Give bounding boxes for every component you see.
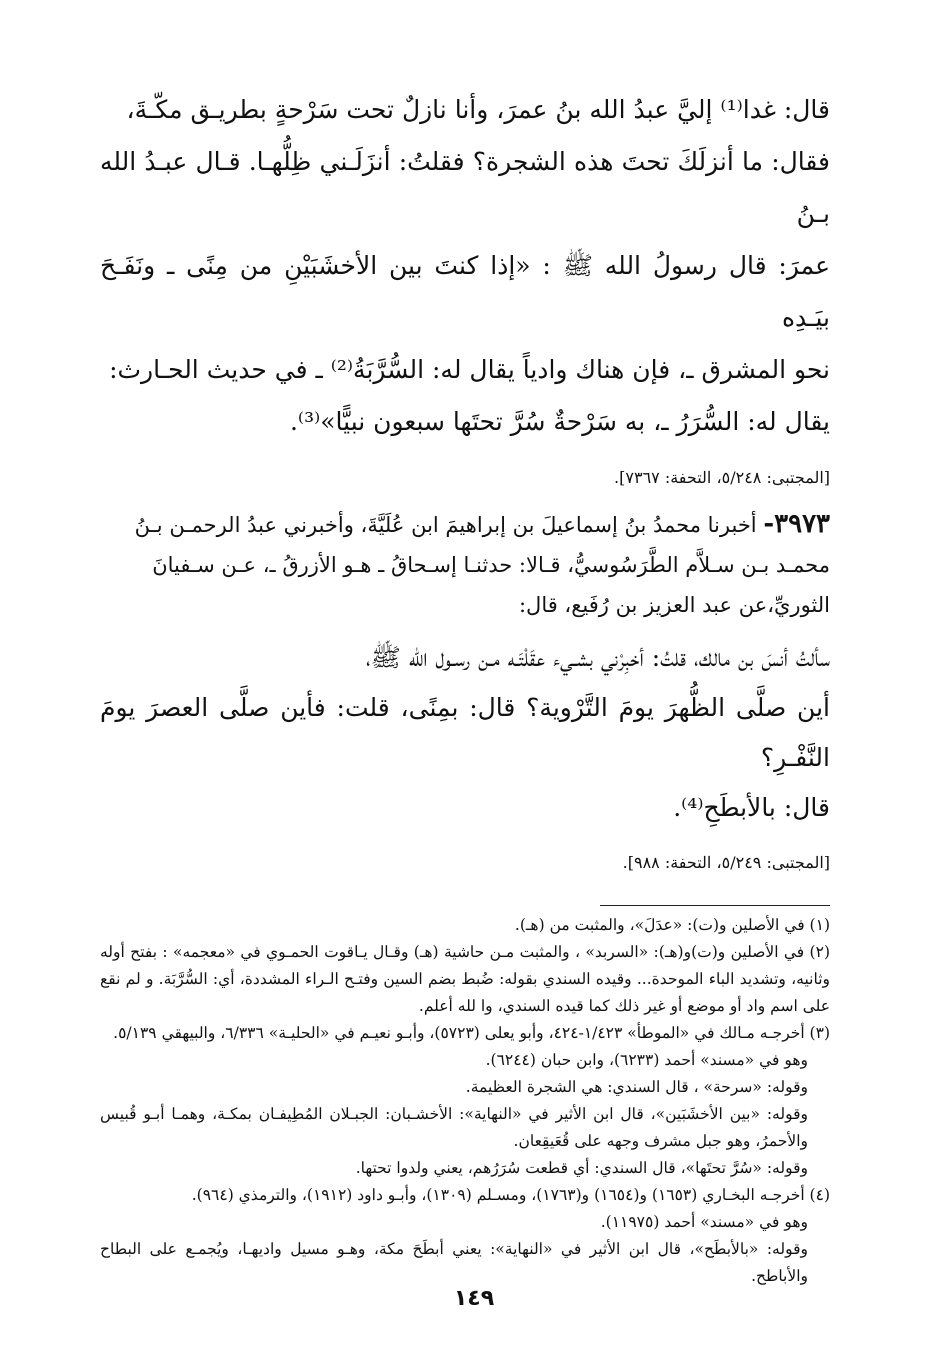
source-reference-1: [المجتبى: ٥/٢٤٨، التحفة: ٧٣٦٧]. [614,468,830,487]
isnad-text: أخبرنا محمدُ بنُ إسماعيلَ بن إبراهيمَ ابن عُلَيَّةَ، وأخبرني عبدُ الرحمـن بـنُ [134,513,757,537]
footnote-item: وهو في «مسند» أحمد (١١٩٧٥). [600,1213,808,1231]
footnote-item: وقوله: «سرحة» ، قال السندي: هي الشجرة العظيمة. [465,1078,808,1096]
footnote-item: (٤) أخرجـه البخـاري (١٦٥٣) و(١٦٥٤) و(١٧٦٣)، ومسـلم (١٣٠٩)، وأبـو داود (١٩١٢)، والترمذي (٩٦٤). [191,1186,830,1204]
text-line: فقال: ما أنزلَكَ تحتَ هذه الشجرة؟ فقلتُ: أنزَلَـني ظِلُّهـا. قـال عبـدُ الله بـنُ [100,147,830,228]
text-line: سألتُ أنسَ بن مالك، قلتُ: أخبِرْني بشـيء عقَلْتَـه مـن رسـول الله ﷺ، [365,643,830,672]
page-body [100,84,830,1290]
footnote-item: وقوله: «بين الأخشَبَين»، قال ابن الأثير في «النهاية»: الأخشـبان: الجبـلان المُطِيفـان بمكـة، وهمـا أبـو قُبيس والأحمرُ، وهو جبل مشرف وجهه على قُعَيقِعان. [100,1105,808,1150]
footnote-item: (٣) أخرجـه مـالك في «الموطأ» ١/٤٢٣-٤٢٤، وأبو يعلى (٥٧٢٣)، وأبـو نعيـم في «الحليـة» ٦/٣٣٦، والبيهقي ٥/١٣٩. [113,1024,830,1042]
text-line: قال: غدا⁽¹⁾ إليَّ عبدُ الله بنُ عمرَ، وأنا نازلٌ تحت سَرْحةٍ بطريـق مكّـةَ، [126,95,830,124]
footnote-item: (١) في الأصلين و(ت): «عدَلَ»، والمثبت من (هـ). [514,916,830,934]
hadith-isnad [100,504,830,625]
paragraph-1 [100,84,830,448]
isnad-line: الثوريِّ،عن عبد العزيز بن رُفَيع، قال: [518,593,830,617]
footnote-item: وقوله: «بالأبطَح»، قال ابن الأثير في «النهاية»: يعني أبطَحَ مكة، وهـو مسيل واديهـا، ويُجمـع على البطاح والأباطح. [100,1240,808,1285]
footnote-item: (٢) في الأصلين و(ت)و(هـ): «السربد» ، والمثبت مـن حاشية (هـ) وقـال يـاقوت الحمـوي في «معجمه» : بفتح أوله وثانيه، وتشديد الباء الموحدة... وقيده السندي بقوله: ضُبط بضم السين وفتـح الـراء المشددة، أي: السُّرَّبَة. و لم نقع على اسم واد أو موضع أو غير ذلك كما قيده السندي، وا لله أعلم. [100,943,830,1015]
isnad-line [100,504,830,545]
footnote-divider [600,905,830,906]
hadith-number: ٣٩٧٣- [763,509,830,539]
page-number: ١٤٩ [453,1286,495,1311]
source-reference-2: [المجتبى: ٥/٢٤٩، التحفة: ٩٨٨]. [622,853,830,872]
isnad-line: محمـد بـن سـلاَّم الطَّرَسُوسيُّ، قـالا: حدثنـا إسـحاقُ ـ هـو الأزرقُ ـ، عـن سـفيانَ [152,553,830,577]
paragraph-2 [100,633,830,833]
text-line: يقال له: السُّرَرُ ـ، به سَرْحةٌ سُرَّ تحتَها سبعون نبيًّا»⁽³⁾. [289,407,830,436]
text-line: أين صلَّى الظُّهرَ يومَ التَّرْوية؟ قال: بمِنًى، قلت: فأين صلَّى العصرَ يومَ النَّفْـرِ؟ [100,693,830,772]
text-line: نحو المشرق ـ، فإن هناك وادياً يقال له: السُّرَّبَةُ⁽²⁾ ـ في حديث الحـارث: [109,355,830,384]
text-line: قال: بالأبطَحِ⁽⁴⁾. [673,793,830,822]
footnote-item: وقوله: «سُرَّ تحتَها»، قال السندي: أي قطعت سُرَرُهم، يعني ولدوا تحتها. [355,1159,808,1177]
footnotes [100,912,830,1290]
footnote-item: وهو في «مسند» أحمد (٦٢٣٣)، وابن حبان (٦٢٤٤). [485,1051,808,1069]
text-line: عمرَ: قال رسولُ الله ﷺ : «إذا كنتَ بين الأخشَبَيْنِ من مِنًى ـ ونَفَـحَ بيَـدِه [100,251,830,332]
